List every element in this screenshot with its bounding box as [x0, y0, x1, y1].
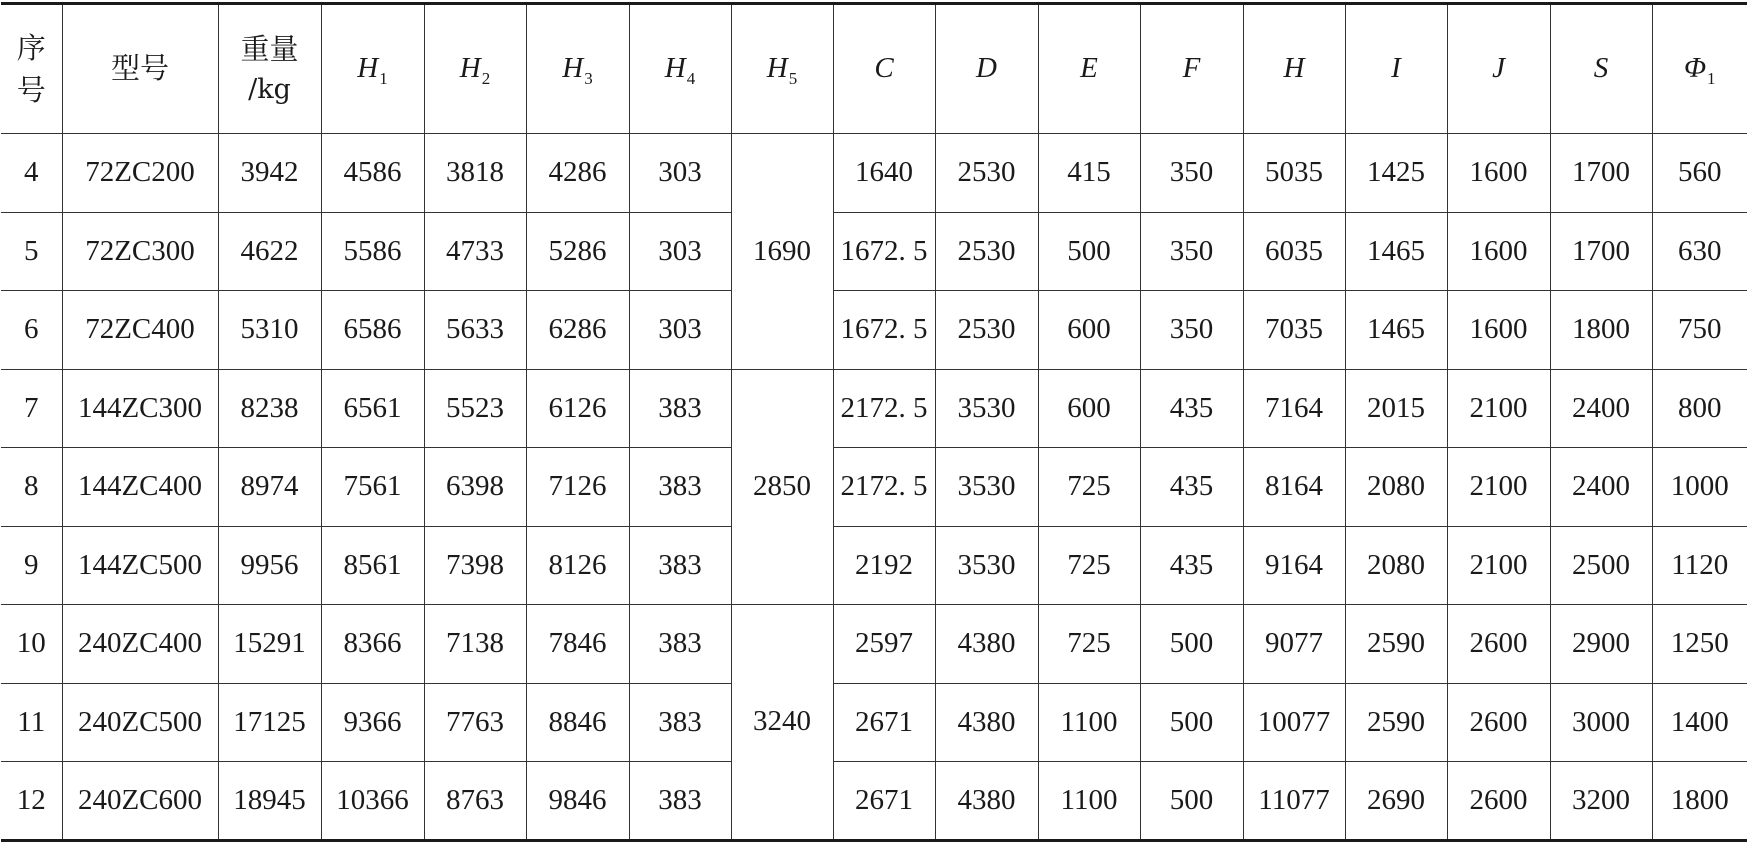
cell-h2: 7138 — [424, 605, 526, 684]
cell-c: 1672. 5 — [833, 212, 935, 291]
cell-h2: 4733 — [424, 212, 526, 291]
cell-h2: 7398 — [424, 526, 526, 605]
header-h5-sub: 5 — [788, 69, 798, 89]
cell-phi1: 1400 — [1652, 683, 1747, 762]
table-row — [1, 448, 1747, 527]
cell-h: 11077 — [1243, 762, 1345, 841]
header-weight — [218, 4, 321, 134]
cell-h: 10077 — [1243, 683, 1345, 762]
header-row — [1, 4, 1747, 134]
spec-table — [1, 2, 1747, 842]
header-h3 — [526, 4, 629, 134]
cell-f: 435 — [1140, 448, 1243, 527]
cell-weight: 15291 — [218, 605, 321, 684]
cell-model: 144ZC300 — [62, 369, 218, 448]
cell-phi1: 1250 — [1652, 605, 1747, 684]
cell-phi1: 750 — [1652, 291, 1747, 370]
header-h5 — [731, 4, 833, 134]
header-d: D — [935, 4, 1038, 134]
cell-h5-group: 3240 — [731, 605, 833, 841]
cell-seq: 11 — [1, 683, 62, 762]
cell-i: 1425 — [1345, 134, 1447, 213]
table-row — [1, 291, 1747, 370]
header-weight-unit: /kg — [248, 74, 291, 106]
cell-h4: 383 — [629, 448, 731, 527]
cell-h3: 7846 — [526, 605, 629, 684]
cell-j: 2100 — [1447, 369, 1550, 448]
cell-s: 2400 — [1550, 448, 1652, 527]
cell-h1: 4586 — [321, 134, 424, 213]
cell-h3: 6126 — [526, 369, 629, 448]
cell-d: 4380 — [935, 683, 1038, 762]
cell-f: 500 — [1140, 762, 1243, 841]
cell-weight: 17125 — [218, 683, 321, 762]
cell-h1: 6561 — [321, 369, 424, 448]
header-h1 — [321, 4, 424, 134]
cell-c: 1672. 5 — [833, 291, 935, 370]
cell-i: 2590 — [1345, 605, 1447, 684]
cell-h3: 6286 — [526, 291, 629, 370]
cell-h1: 8366 — [321, 605, 424, 684]
cell-h4: 383 — [629, 526, 731, 605]
cell-model: 144ZC400 — [62, 448, 218, 527]
cell-s: 2400 — [1550, 369, 1652, 448]
cell-h: 6035 — [1243, 212, 1345, 291]
header-h4-symbol: H — [664, 52, 686, 85]
cell-seq: 5 — [1, 212, 62, 291]
cell-model: 240ZC600 — [62, 762, 218, 841]
cell-h4: 383 — [629, 683, 731, 762]
cell-j: 2600 — [1447, 683, 1550, 762]
cell-h4: 303 — [629, 212, 731, 291]
header-weight-line1: 重量 — [240, 32, 299, 67]
cell-h: 8164 — [1243, 448, 1345, 527]
cell-f: 435 — [1140, 526, 1243, 605]
cell-weight: 4622 — [218, 212, 321, 291]
header-s: S — [1550, 4, 1652, 134]
table-row — [1, 605, 1747, 684]
cell-model: 72ZC300 — [62, 212, 218, 291]
header-h4 — [629, 4, 731, 134]
cell-d: 2530 — [935, 291, 1038, 370]
cell-h4: 383 — [629, 369, 731, 448]
header-seq-line1: 序 — [16, 30, 46, 65]
cell-j: 2100 — [1447, 448, 1550, 527]
cell-i: 2080 — [1345, 448, 1447, 527]
cell-d: 3530 — [935, 526, 1038, 605]
header-phi1 — [1652, 4, 1747, 134]
cell-i: 1465 — [1345, 291, 1447, 370]
cell-h: 7035 — [1243, 291, 1345, 370]
cell-f: 350 — [1140, 134, 1243, 213]
header-h4-sub: 4 — [686, 69, 696, 89]
cell-weight: 9956 — [218, 526, 321, 605]
table-body — [1, 134, 1747, 841]
cell-h5-group: 2850 — [731, 369, 833, 605]
header-e: E — [1038, 4, 1140, 134]
cell-s: 1800 — [1550, 291, 1652, 370]
cell-h1: 9366 — [321, 683, 424, 762]
cell-i: 2690 — [1345, 762, 1447, 841]
cell-phi1: 560 — [1652, 134, 1747, 213]
cell-s: 1700 — [1550, 212, 1652, 291]
cell-d: 3530 — [935, 448, 1038, 527]
cell-weight: 5310 — [218, 291, 321, 370]
cell-j: 1600 — [1447, 134, 1550, 213]
cell-seq: 4 — [1, 134, 62, 213]
cell-model: 240ZC500 — [62, 683, 218, 762]
cell-e: 500 — [1038, 212, 1140, 291]
cell-h1: 10366 — [321, 762, 424, 841]
header-h: H — [1243, 4, 1345, 134]
cell-weight: 8974 — [218, 448, 321, 527]
cell-h1: 5586 — [321, 212, 424, 291]
header-model: 型号 — [62, 4, 218, 134]
table-row — [1, 369, 1747, 448]
cell-d: 2530 — [935, 134, 1038, 213]
cell-s: 3000 — [1550, 683, 1652, 762]
cell-h2: 5633 — [424, 291, 526, 370]
cell-model: 144ZC500 — [62, 526, 218, 605]
cell-c: 2192 — [833, 526, 935, 605]
header-h2-symbol: H — [459, 52, 481, 85]
header-h5-symbol: H — [766, 52, 788, 85]
cell-weight: 3942 — [218, 134, 321, 213]
cell-h2: 6398 — [424, 448, 526, 527]
cell-h2: 8763 — [424, 762, 526, 841]
header-h2-sub: 2 — [481, 69, 491, 89]
cell-h3: 7126 — [526, 448, 629, 527]
cell-weight: 8238 — [218, 369, 321, 448]
cell-h3: 9846 — [526, 762, 629, 841]
cell-j: 2100 — [1447, 526, 1550, 605]
cell-d: 4380 — [935, 762, 1038, 841]
cell-j: 1600 — [1447, 212, 1550, 291]
cell-c: 1640 — [833, 134, 935, 213]
cell-h4: 383 — [629, 762, 731, 841]
header-c: C — [833, 4, 935, 134]
cell-h: 7164 — [1243, 369, 1345, 448]
cell-phi1: 1000 — [1652, 448, 1747, 527]
cell-h5-group: 1690 — [731, 134, 833, 370]
cell-seq: 12 — [1, 762, 62, 841]
cell-i: 2080 — [1345, 526, 1447, 605]
cell-h: 5035 — [1243, 134, 1345, 213]
cell-f: 350 — [1140, 212, 1243, 291]
cell-h: 9164 — [1243, 526, 1345, 605]
cell-f: 435 — [1140, 369, 1243, 448]
cell-c: 2597 — [833, 605, 935, 684]
table-row — [1, 683, 1747, 762]
cell-h3: 5286 — [526, 212, 629, 291]
cell-h1: 8561 — [321, 526, 424, 605]
cell-h3: 8126 — [526, 526, 629, 605]
cell-phi1: 800 — [1652, 369, 1747, 448]
cell-c: 2172. 5 — [833, 448, 935, 527]
header-h3-sub: 3 — [584, 69, 593, 89]
cell-e: 415 — [1038, 134, 1140, 213]
table-row — [1, 762, 1747, 841]
cell-c: 2172. 5 — [833, 369, 935, 448]
cell-model: 240ZC400 — [62, 605, 218, 684]
header-h2 — [424, 4, 526, 134]
cell-seq: 9 — [1, 526, 62, 605]
cell-d: 4380 — [935, 605, 1038, 684]
header-phi1-sub: 1 — [1707, 69, 1716, 89]
header-seq — [1, 4, 62, 134]
cell-i: 2015 — [1345, 369, 1447, 448]
cell-i: 2590 — [1345, 683, 1447, 762]
table-row — [1, 526, 1747, 605]
cell-e: 600 — [1038, 369, 1140, 448]
cell-f: 500 — [1140, 683, 1243, 762]
cell-seq: 7 — [1, 369, 62, 448]
table-row — [1, 134, 1747, 213]
cell-h: 9077 — [1243, 605, 1345, 684]
header-seq-line2: 号 — [16, 73, 46, 107]
header-f: F — [1140, 4, 1243, 134]
cell-s: 2900 — [1550, 605, 1652, 684]
header-h3-symbol: H — [562, 52, 584, 85]
cell-f: 500 — [1140, 605, 1243, 684]
cell-h1: 6586 — [321, 291, 424, 370]
cell-j: 2600 — [1447, 762, 1550, 841]
cell-s: 1700 — [1550, 134, 1652, 213]
cell-e: 725 — [1038, 605, 1140, 684]
header-j: J — [1447, 4, 1550, 134]
cell-h4: 303 — [629, 291, 731, 370]
cell-seq: 10 — [1, 605, 62, 684]
cell-phi1: 1120 — [1652, 526, 1747, 605]
cell-e: 1100 — [1038, 762, 1140, 841]
cell-seq: 8 — [1, 448, 62, 527]
cell-seq: 6 — [1, 291, 62, 370]
cell-phi1: 1800 — [1652, 762, 1747, 841]
cell-c: 2671 — [833, 683, 935, 762]
cell-phi1: 630 — [1652, 212, 1747, 291]
header-i: I — [1345, 4, 1447, 134]
table-row — [1, 212, 1747, 291]
header-h1-symbol: H — [357, 52, 379, 85]
cell-e: 600 — [1038, 291, 1140, 370]
cell-e: 725 — [1038, 448, 1140, 527]
cell-d: 3530 — [935, 369, 1038, 448]
cell-s: 2500 — [1550, 526, 1652, 605]
cell-e: 1100 — [1038, 683, 1140, 762]
cell-f: 350 — [1140, 291, 1243, 370]
cell-j: 1600 — [1447, 291, 1550, 370]
header-h1-sub: 1 — [379, 69, 388, 89]
cell-h4: 383 — [629, 605, 731, 684]
cell-i: 1465 — [1345, 212, 1447, 291]
cell-h3: 8846 — [526, 683, 629, 762]
cell-h2: 7763 — [424, 683, 526, 762]
cell-h3: 4286 — [526, 134, 629, 213]
cell-weight: 18945 — [218, 762, 321, 841]
cell-h4: 303 — [629, 134, 731, 213]
cell-e: 725 — [1038, 526, 1140, 605]
cell-model: 72ZC400 — [62, 291, 218, 370]
cell-h2: 3818 — [424, 134, 526, 213]
cell-j: 2600 — [1447, 605, 1550, 684]
cell-h2: 5523 — [424, 369, 526, 448]
cell-d: 2530 — [935, 212, 1038, 291]
cell-s: 3200 — [1550, 762, 1652, 841]
header-phi1-symbol: Φ — [1683, 52, 1707, 85]
cell-model: 72ZC200 — [62, 134, 218, 213]
cell-c: 2671 — [833, 762, 935, 841]
cell-h1: 7561 — [321, 448, 424, 527]
